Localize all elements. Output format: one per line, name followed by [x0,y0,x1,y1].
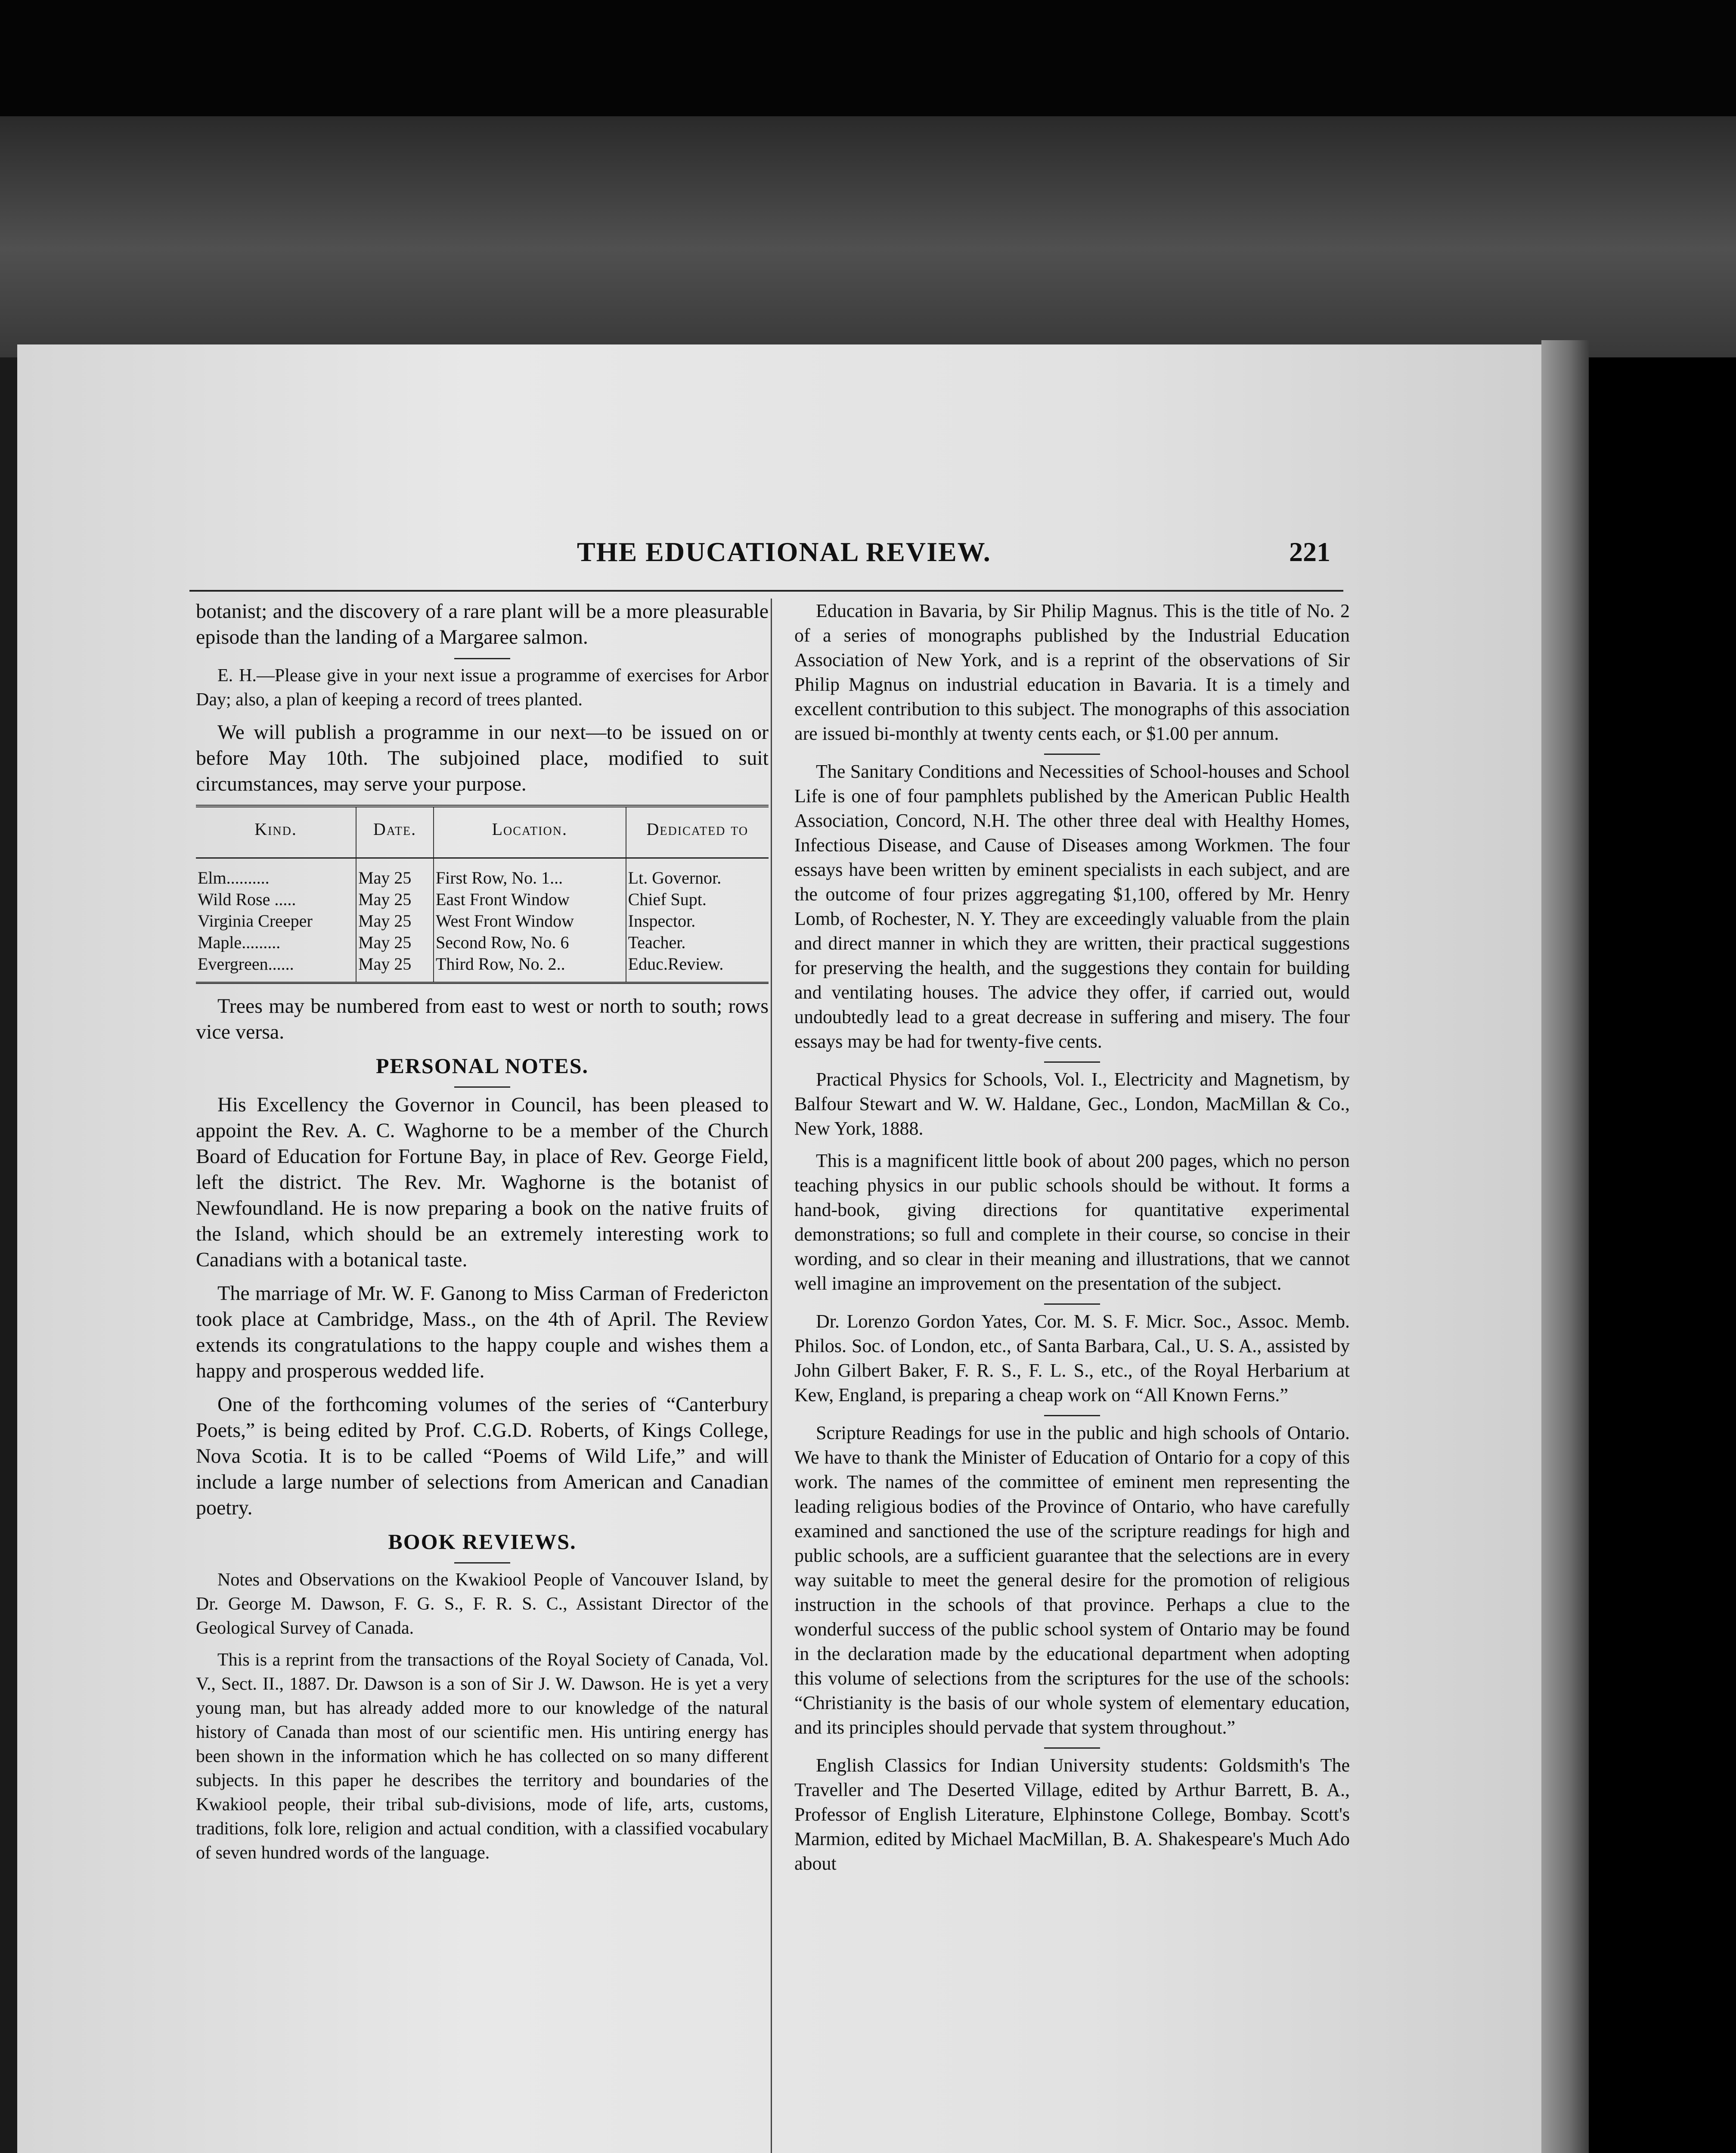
table-cell: Second Row, No. 6 [434,932,626,953]
paragraph: Notes and Observations on the Kwakiool People of Vancouver Island, by Dr. George M. Dawson, F. G. S., F. R. S. C., Assistant Director of the Geological Survey of Canada. [196,1570,769,1638]
paragraph: The Sanitary Conditions and Necessities of School-houses and School Life is one of four pamphlets published by the American Public Health Association, Concord, N.H. The other three deal with Healthy Homes, Infectious Disease, and Cause of Diseases among Workmen. The four essays have been written by eminent specialists in each subject, and are the outcome of four prizes aggregating $1,100, offered by Mr. Henry Lomb, of Rochester, N. Y. They are exceedingly valuable from the plain and direct manner in which they are written, their practical suggestions for preserving the health, and the suggestions they contain for building and ventilating houses. The advice they offer, if carried out, would undoubtedly lead to a great decrease in suffering and misery. The four essays may be had for twenty-five cents. [794,761,1350,1052]
paragraph: Practical Physics for Schools, Vol. I., Electricity and Magnetism, by Balfour Stewart and W. W. Haldane, Gec., London, MacMillan & Co., New York, 1888. [794,1069,1350,1139]
paragraph: E. H.—Please give in your next issue a programme of exercises for Arbor Day; also, a plan of keeping a record of trees planted. [196,666,769,710]
column-divider [771,599,772,2153]
paragraph: English Classics for Indian University students: Goldsmith's The Traveller and The Deserted Village, edited by Arthur Barrett, B. A., Professor of English Literature, Elphinstone College, Bombay. Scott's Marmion, edited by Michael MacMillan, B. A. Shakespeare's Much Ado about [794,1755,1350,1874]
table-cell: May 25 [356,889,434,910]
table-cell: Maple......... [196,932,356,953]
table-cell: First Row, No. 1... [434,858,626,889]
section-rule [454,658,510,659]
table-header-cell: Date. [356,806,434,858]
paragraph: Trees may be numbered from east to west or north to south; rows vice versa. [196,995,769,1043]
book-page-edge [1541,340,1589,2153]
section-rule [1044,1061,1100,1063]
table-cell: May 25 [356,858,434,889]
paragraph: His Excellency the Governor in Council, has been pleased to appoint the Rev. A. C. Waghorne to be a member of the Church Board of Education for Fortune Bay, in place of Rev. George Field, left the district. The Rev. Mr. Waghorne is the botanist of Newfoundland. He is now preparing a book on the native fruits of the Island, which should be an extremely interesting work to Canadians with a botanical taste. [196,1093,769,1271]
table-header-cell: Dedicated to [626,806,769,858]
table-row [196,858,769,889]
page-number: 221 [1289,537,1330,567]
arbor-day-table [196,805,769,984]
right-column [794,599,1350,1883]
table-header-row [196,806,769,858]
paragraph: botanist; and the discovery of a rare plant will be a more pleasurable episode than the landing of a Margaree salmon. [196,600,769,648]
table-cell: West Front Window [434,910,626,932]
section-rule [1044,754,1100,755]
film-border-left [0,357,17,2153]
table-header-cell: Kind. [196,806,356,858]
film-border-top [0,0,1736,116]
header-rule [189,590,1343,592]
section-heading-personal-notes: PERSONAL NOTES. [375,1054,589,1078]
section-rule [1044,1747,1100,1749]
table-cell: May 25 [356,932,434,953]
left-column [196,599,769,1873]
table-row [196,910,769,932]
table-cell: May 25 [356,910,434,932]
paragraph: This is a reprint from the transactions of the Royal Society of Canada, Vol. V., Sect. II., 1887. Dr. Dawson is a son of Sir J. W. Dawson. He is yet a very young man, but has already added more to our knowledge of the natural history of Canada than most of our scientific men. His untiring energy has been shown in the information which he has collected on so many different subjects. In this paper he describes the territory and boundaries of the Kwakiool people, their tribal sub-divisions, mode of life, arts, customs, traditions, folk lore, religion and actual condition, with a classified vocabulary of seven hundred words of the language. [196,1650,769,1863]
table-row [196,953,769,983]
table-cell: Virginia Creeper [196,910,356,932]
table-header-cell: Location. [434,806,626,858]
table-row [196,932,769,953]
running-title: THE EDUCATIONAL REVIEW. [577,537,991,567]
table-cell: Teacher. [628,933,686,952]
table-cell: Inspector. [628,911,696,931]
section-heading-book-reviews: BOOK REVIEWS. [388,1529,577,1554]
table-cell: Chief Supt. [628,890,707,909]
section-rule [454,1562,510,1564]
paragraph: We will publish a programme in our next—to be issued on or before May 10th. The subjoined place, modified to suit circumstances, may serve your purpose. [196,721,769,795]
section-rule [454,1086,510,1088]
table-cell: Wild Rose ..... [196,889,356,910]
table-cell: May 25 [356,953,434,983]
table-cell: Educ.Review. [626,953,769,983]
paragraph: The marriage of Mr. W. F. Ganong to Miss Carman of Fredericton took place at Cambridge, Mass., on the 4th of April. The Review extends its congratulations to the happy couple and wishes them a happy and prosperous wedded life. [196,1282,769,1382]
paragraph: One of the forthcoming volumes of the series of “Canterbury Poets,” is being edited by Prof. C.G.D. Roberts, of Kings College, Nova Scotia. It is to be called “Poems of Wild Life,” and will include a large number of selections from American and Canadian poetry. [196,1393,769,1519]
table-cell: Elm.......... [196,858,356,889]
paragraph: This is a magnificent little book of about 200 pages, which no person teaching physics in our public schools should be without. It forms a hand-book, giving directions for quantitative experimental demonstrations; so full and complete in their course, so concise in their wording, and so clear in their meaning and illustrations, that we cannot well imagine an improvement on the presentation of the subject. [794,1150,1350,1294]
paragraph: Scripture Readings for use in the public and high schools of Ontario. We have to thank the Minister of Education of Ontario for a copy of this work. The names of the committee of eminent men representing the leading religious bodies of the Province of Ontario, who have carefully examined and sanctioned the use of the scripture readings for high and public schools, are a sufficient guarantee that the selections are in every way suitable to meet the general desire for the promotion of religious instruction in the schools of that province. Perhaps a clue to the wonderful success of the public school system of Ontario may be found in the declaration made by the educational department when adopting this volume of selections from the scriptures for the use of the schools: “Christianity is the basis of our whole system of elementary education, and its principles should pervade that system throughout.” [794,1422,1350,1738]
paragraph: Education in Bavaria, by Sir Philip Magnus. This is the title of No. 2 of a series of monographs published by the Industrial Education Association of New York, and is a reprint of the observations of Sir Philip Magnus on industrial education in Bavaria. It is a timely and excellent contribution to this subject. The monographs of this association are issued bi-monthly at twenty cents each, or $1.00 per annum. [794,600,1350,744]
table-cell: Lt. Governor. [628,868,722,887]
scanner-background [0,116,1736,357]
running-header [189,536,1330,571]
paragraph: Dr. Lorenzo Gordon Yates, Cor. M. S. F. Micr. Soc., Assoc. Memb. Philos. Soc. of London, etc., of Santa Barbara, Cal., U. S. A., assisted by John Gilbert Baker, F. R. S., F. L. S., etc., of the Royal Herbarium at Kew, England, is preparing a cheap work on “All Known Ferns.” [794,1311,1350,1405]
section-rule [1044,1415,1100,1416]
table-cell: Evergreen...... [196,953,356,983]
table-cell: Third Row, No. 2.. [434,953,626,983]
table-cell: East Front Window [434,889,626,910]
table-row [196,889,769,910]
section-rule [1044,1303,1100,1305]
